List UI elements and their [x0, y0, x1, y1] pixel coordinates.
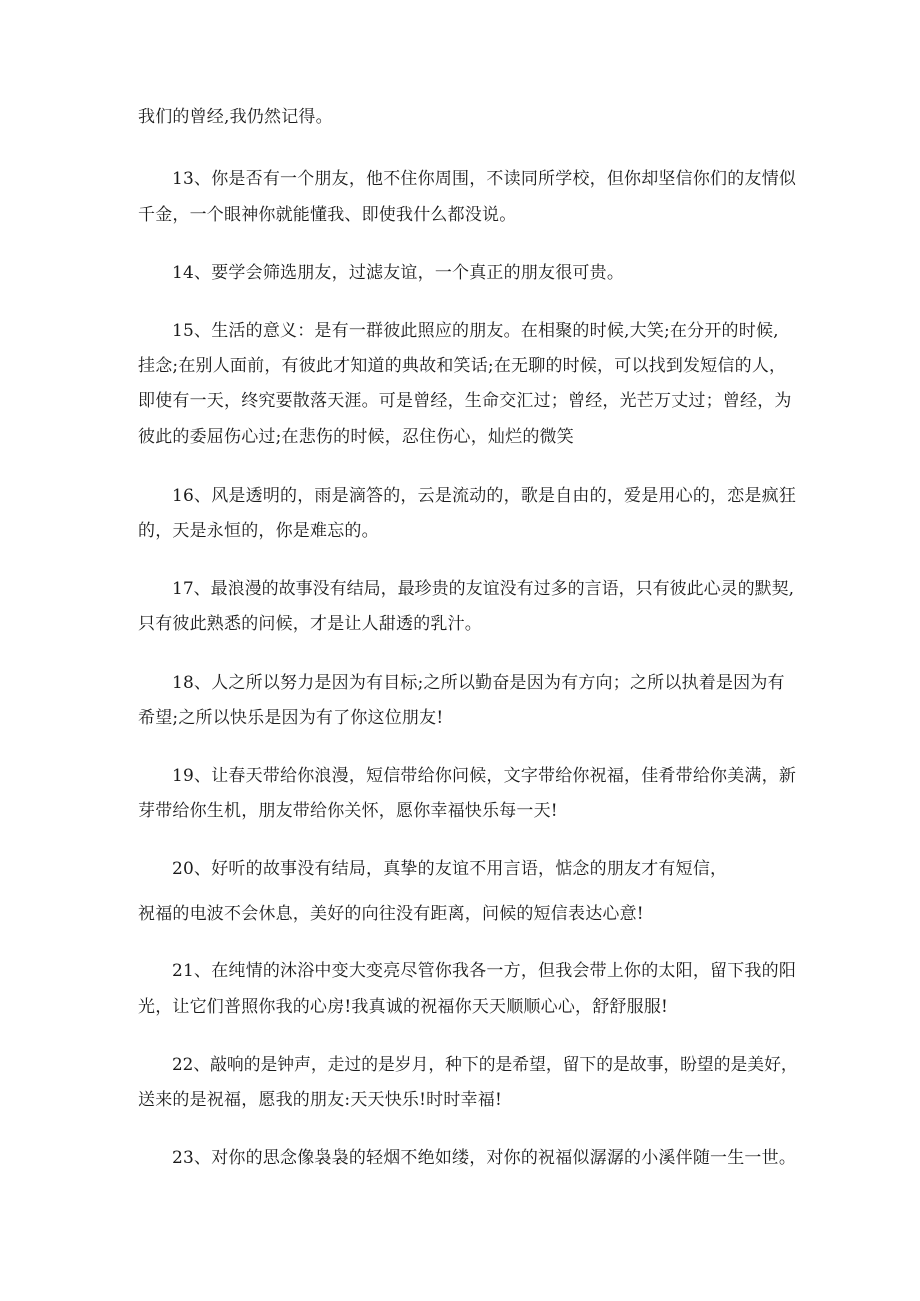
text-line: 23、对你的思念像袅袅的轻烟不绝如缕，对你的祝福似潺潺的小溪伴随一生一世。 — [172, 1148, 797, 1168]
text-line: 18、人之所以努力是因为有目标;之所以勤奋是因为有方向；之所以执着是因为有 — [172, 673, 785, 693]
text-line: 15、生活的意义：是有一群彼此照应的朋友。在相聚的时候,大笑;在分开的时候, — [172, 321, 779, 341]
text-line: 芽带给你生机，朋友带给你关怀，愿你幸福快乐每一天! — [138, 801, 558, 821]
text-line: 送来的是祝福，愿我的朋友:天天快乐!时时幸福! — [138, 1090, 502, 1110]
text-line: 的，天是永恒的，你是难忘的。 — [138, 521, 379, 541]
text-line: 22、敲响的是钟声，走过的是岁月，种下的是希望，留下的是故事，盼望的是美好， — [172, 1055, 798, 1075]
text-line: 彼此的委屈伤心过;在悲伤的时候，忍住伤心，灿烂的微笑 — [138, 427, 574, 447]
text-line: 20、好听的故事没有结局，真挚的友谊不用言语，惦念的朋友才有短信， — [172, 859, 728, 879]
text-line: 希望;之所以快乐是因为有了你这位朋友! — [138, 708, 444, 728]
text-line: 21、在纯情的沐浴中变大变亮尽管你我各一方，但我会带上你的太阳，留下我的阳 — [172, 961, 797, 981]
text-line: 16、风是透明的，雨是滴答的，云是流动的，歌是自由的，爱是用心的，恋是疯狂 — [172, 486, 797, 506]
text-line: 我们的曾经,我仍然记得。 — [138, 107, 333, 127]
text-line: 19、让春天带给你浪漫，短信带给你问候，文字带给你祝福，佳肴带给你美满，新 — [172, 766, 797, 786]
text-line: 13、你是否有一个朋友，他不住你周围，不读同所学校，但你却坚信你们的友情似 — [172, 169, 797, 189]
text-line: 祝福的电波不会休息，美好的向往没有距离，问候的短信表达心意! — [138, 904, 644, 924]
text-line: 17、最浪漫的故事没有结局，最珍贵的友谊没有过多的言语，只有彼此心灵的默契, — [172, 579, 795, 599]
text-line: 千金，一个眼神你就能懂我、即使我什么都没说。 — [138, 205, 517, 225]
text-line: 只有彼此熟悉的问候，才是让人甜透的乳汁。 — [138, 614, 482, 634]
text-line: 光，让它们普照你我的心房!我真诚的祝福你天天顺顺心心，舒舒服服! — [138, 997, 669, 1017]
text-line: 14、要学会筛选朋友，过滤友谊，一个真正的朋友很可贵。 — [172, 263, 625, 283]
text-line: 即使有一天，终究要散落天涯。可是曾经，生命交汇过；曾经，光芒万丈过；曾经，为 — [138, 391, 792, 411]
text-line: 挂念;在别人面前，有彼此才知道的典故和笑话;在无聊的时候，可以找到发短信的人， — [138, 356, 787, 376]
